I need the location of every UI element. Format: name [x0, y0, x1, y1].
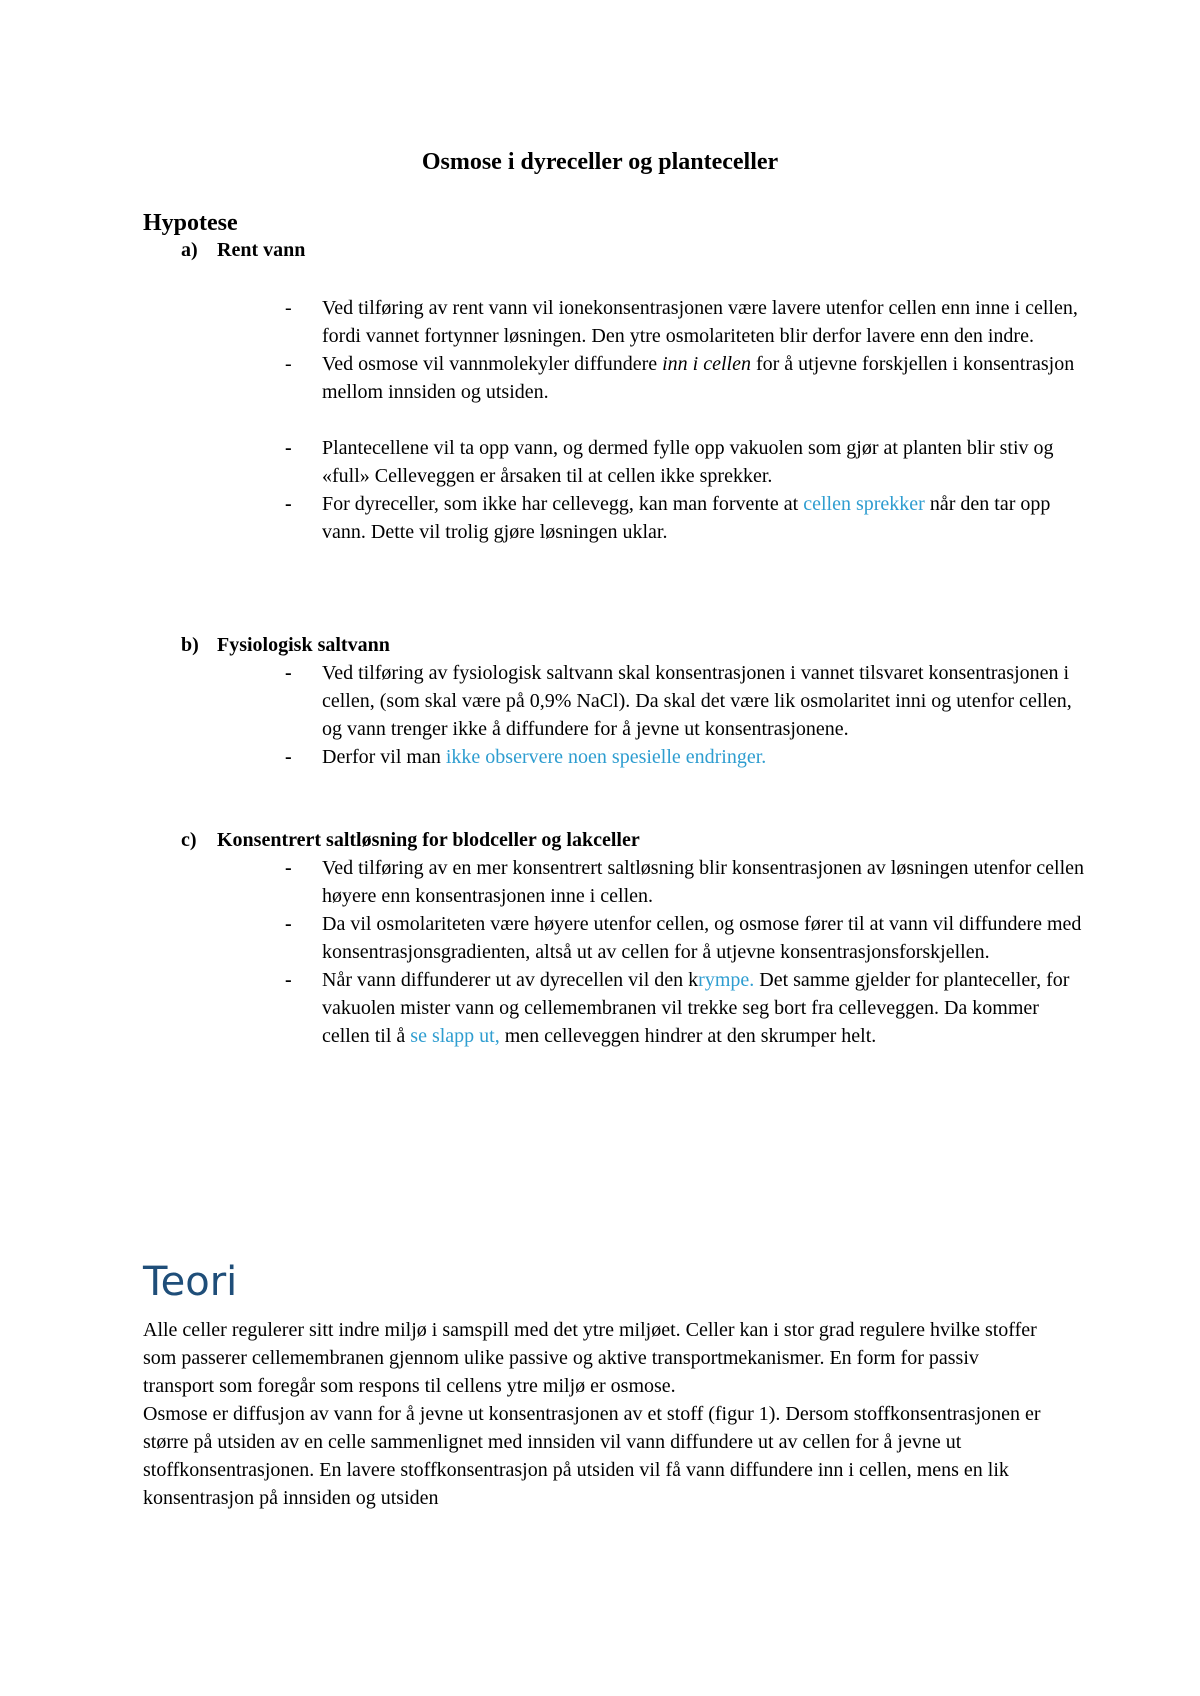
- theory-paragraph: Alle celler regulerer sitt indre miljø i samspill med det ytre miljøet. Celler kan i stor grad regulere hvilke stoffer som passerer cellemembranen gjennom ulike passive og aktive transportmekanismer. En form for passiv transport som foregår som respons til cellens ytre miljø er osmose.: [143, 1319, 1037, 1397]
- theory-body: [143, 1316, 1043, 1512]
- list-item: [285, 350, 1085, 406]
- section-a-heading: [181, 236, 305, 264]
- list-item-text: Ved osmose vil vannmolekyler diffundere: [322, 353, 663, 375]
- bullet-dash: -: [285, 437, 292, 459]
- section-c-list: [285, 854, 1085, 1050]
- section-a-group-1: [285, 294, 1085, 406]
- highlight-text: se slapp ut,: [410, 1025, 500, 1047]
- list-item-text: Ved tilføring av rent vann vil ionekonsentrasjonen være lavere utenfor cellen enn inne i cellen, fordi vannet fortynner løsningen. Den ytre osmolariteten blir derfor lavere enn den indre.: [322, 297, 1078, 347]
- bullet-dash: -: [285, 746, 292, 768]
- section-c-title: Konsentrert saltløsning for blodceller og lakceller: [217, 829, 640, 851]
- section-b-label: b): [181, 634, 199, 656]
- bullet-dash: -: [285, 493, 292, 515]
- section-b-heading: [181, 631, 390, 659]
- bullet-dash: -: [285, 353, 292, 375]
- list-item-text: Ved tilføring av fysiologisk saltvann skal konsentrasjonen i vannet tilsvaret konsentrasjonen i cellen, (som skal være på 0,9% NaCl). Da skal det være lik osmolaritet inni og utenfor cellen, og vann trenger ikke å diffundere for å jevne ut konsentrasjonene.: [322, 662, 1072, 740]
- list-item-text: Da vil osmolariteten være høyere utenfor cellen, og osmose fører til at vann vil diffundere med konsentrasjonsgradienten, altså ut av cellen for å utjevne konsentrasjonsforskjellen.: [322, 913, 1082, 963]
- list-item-text: Derfor vil man: [322, 746, 446, 768]
- list-item-text: men celleveggen hindrer at den skrumper helt.: [499, 1025, 877, 1047]
- emphasis-text: inn i cellen: [662, 353, 751, 375]
- list-item-text: For dyreceller, som ikke har cellevegg, kan man forvente at: [322, 493, 804, 515]
- list-item: [285, 294, 1085, 350]
- bullet-dash: -: [285, 297, 292, 319]
- list-item: [285, 966, 1085, 1050]
- theory-paragraph: Osmose er diffusjon av vann for å jevne ut konsentrasjonen av et stoff (figur 1). Dersom stoffkonsentrasjonen er større på utsiden av en celle sammenlignet med innsiden vil vann diffundere ut av cellen for å jevne ut stoffkonsentrasjonen. En lavere stoffkonsentrasjon på utsiden vil få vann diffundere inn i cellen, mens en lik konsentrasjon på innsiden og utsiden: [143, 1403, 1041, 1509]
- bullet-dash: -: [285, 662, 292, 684]
- list-item: [285, 490, 1085, 546]
- list-item-text: Når vann diffunderer ut av dyrecellen vil den k: [322, 969, 699, 991]
- section-c-heading: [181, 826, 640, 854]
- section-a-title: Rent vann: [217, 239, 306, 261]
- list-item-text: når den tar opp vann. Dette vil trolig gjøre løsningen uklar.: [322, 493, 1051, 543]
- highlight-text: cellen sprekker: [803, 493, 925, 515]
- section-a-group-2: [285, 434, 1085, 546]
- list-item-text: Plantecellene vil ta opp vann, og dermed fylle opp vakuolen som gjør at planten blir stiv og «full» Celleveggen er årsaken til at cellen ikke sprekker.: [322, 437, 1054, 487]
- list-item: [285, 743, 1085, 771]
- bullet-dash: -: [285, 969, 292, 991]
- list-item: [285, 910, 1085, 966]
- list-item: [285, 854, 1085, 910]
- bullet-dash: -: [285, 913, 292, 935]
- list-item-text: Ved tilføring av en mer konsentrert saltløsning blir konsentrasjonen av løsningen utenfor cellen høyere enn konsentrasjonen inne i cellen.: [322, 857, 1085, 907]
- section-a-label: a): [181, 239, 198, 261]
- list-item-text: Det samme gjelder for planteceller, for vakuolen mister vann og cellemembranen vil trekke seg bort fra celleveggen. Da kommer cellen til å: [322, 969, 1070, 1047]
- section-b-title: Fysiologisk saltvann: [217, 634, 390, 656]
- theory-heading: Teori: [143, 1259, 238, 1305]
- list-item: [285, 434, 1085, 490]
- list-item-text: for å utjevne forskjellen i konsentrasjon mellom innsiden og utsiden.: [322, 353, 1075, 403]
- highlight-text: ikke observere noen spesielle endringer.: [445, 746, 767, 768]
- section-c-label: c): [181, 829, 197, 851]
- section-b-list: [285, 659, 1085, 771]
- bullet-dash: -: [285, 857, 292, 879]
- list-item: [285, 659, 1085, 743]
- hypothesis-heading: Hypotese: [143, 210, 238, 236]
- highlight-text: rympe.: [698, 969, 755, 991]
- document-title: Osmose i dyreceller og planteceller: [421, 149, 779, 175]
